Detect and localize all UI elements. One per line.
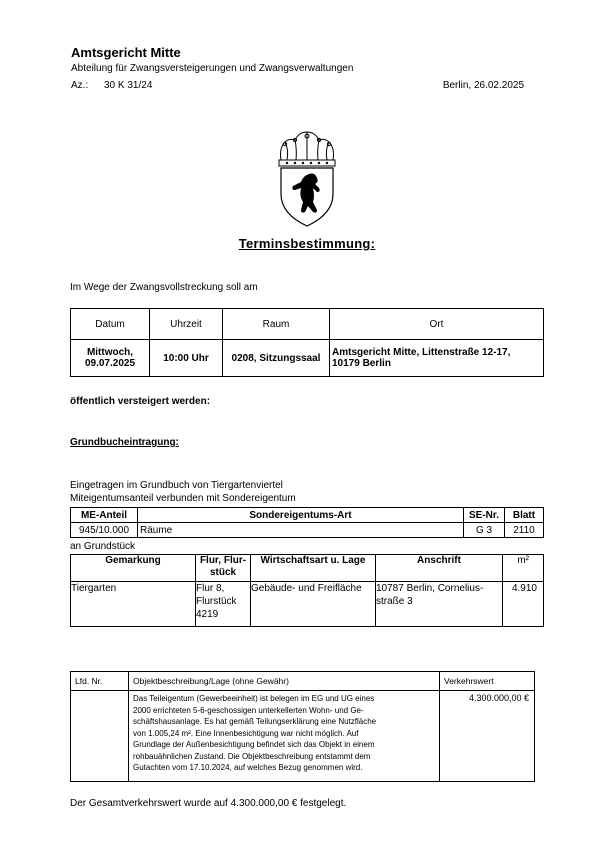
column-header-district: Gemarkung: [71, 555, 196, 582]
share-description: Miteigentumsanteil verbunden mit Sondereigentum: [70, 493, 296, 504]
usage-value: Gebäude- und Freifläche: [251, 582, 376, 627]
column-header-area: m²: [503, 555, 544, 582]
column-header-parcel: [196, 555, 251, 582]
ownership-share-table: [70, 507, 544, 538]
description-line: Das Teileigentum (Gewerbeeinheit) ist belegen im EG und UG eines: [133, 694, 375, 703]
column-header-number: Lfd. Nr.: [71, 672, 129, 691]
address-value: [376, 582, 503, 627]
total-market-value-statement: Der Gesamtverkehrswert wurde auf 4.300.000,00 € festgelegt.: [70, 798, 347, 809]
market-value: 4.300.000,00 €: [440, 691, 535, 782]
appointment-room: 0208, Sitzungssaal: [223, 340, 330, 377]
district-value: Tiergarten: [71, 582, 196, 627]
plot-intro: an Grundstück: [70, 541, 136, 552]
berlin-coat-of-arms-icon: [275, 130, 339, 230]
column-header-address: Anschrift: [376, 555, 503, 582]
column-header-sheet: Blatt: [505, 508, 544, 523]
area-value: 4.910: [503, 582, 544, 627]
column-header-time: Uhrzeit: [150, 309, 223, 340]
share-value: 945/10.000: [71, 523, 138, 538]
parcel-header-line2: stück: [209, 567, 237, 578]
address-line1: 10787 Berlin, Cornelius-: [376, 583, 484, 594]
column-header-date: Datum: [71, 309, 150, 340]
column-header-usage: Wirtschaftsart u. Lage: [251, 555, 376, 582]
court-department: Abteilung für Zwangsversteigerungen und Zwangsverwaltungen: [71, 63, 354, 74]
appointment-time: 10:00 Uhr: [150, 340, 223, 377]
object-description: [129, 691, 440, 782]
column-header-market-value: Verkehrswert: [440, 672, 535, 691]
auction-statement: öffentlich versteigert werden:: [70, 396, 211, 407]
description-line: Gutachten vom 17.10.2024, auf welches Bezug genommen wird.: [133, 763, 363, 772]
description-line: Grundlage der Außenbesichtigung befindet sich das Objekt in einem: [133, 740, 375, 749]
parcel-line1: Flur 8,: [196, 583, 225, 594]
column-header-room: Raum: [223, 309, 330, 340]
appointment-place: [330, 340, 544, 377]
plot-table: [70, 554, 544, 627]
description-line: von 1.005,24 m². Eine Innenbesichtigung war nicht möglich. Auf: [133, 728, 359, 738]
parcel-line3: 4219: [196, 609, 219, 620]
appointment-table: [70, 308, 544, 377]
column-header-share: ME-Anteil: [71, 508, 138, 523]
column-header-place: Ort: [330, 309, 544, 340]
property-type: Räume: [138, 523, 464, 538]
place-and-date: Berlin, 26.02.2025: [442, 80, 524, 91]
address-line2: straße 3: [376, 596, 413, 607]
column-header-type: Sondereigentums-Art: [138, 508, 464, 523]
file-number-label: Az.:: [71, 80, 89, 91]
row-number: [71, 691, 129, 782]
se-number: G 3: [464, 523, 505, 538]
object-description-table: [70, 671, 535, 782]
intro-text: Im Wege der Zwangsvollstreckung soll am: [70, 282, 258, 293]
appointment-date: [71, 340, 150, 377]
column-header-description: Objektbeschreibung/Lage (ohne Gewähr): [129, 672, 440, 691]
description-line: 2000 errichteten 5-6-geschossigen unterkellerten Wohn- und Ge-: [133, 705, 364, 715]
land-register-heading: Grundbucheintragung:: [70, 437, 179, 448]
column-header-se-nr: SE-Nr.: [464, 508, 505, 523]
table-row: [71, 340, 544, 377]
parcel-header-line1: Flur, Flur-: [199, 555, 247, 566]
table-row: [71, 523, 544, 538]
land-register-entry: Eingetragen im Grundbuch von Tiergartenviertel: [70, 480, 283, 491]
table-row: [71, 582, 544, 627]
appointment-place-line1: Amtsgericht Mitte, Littenstraße 12-17,: [332, 347, 511, 358]
appointment-place-line2: 10179 Berlin: [332, 358, 391, 369]
court-name: Amtsgericht Mitte: [71, 45, 181, 60]
description-line: schäftshausanlage. Es hat gemäß Teilungserklärung eine Nutzfläche: [133, 717, 377, 726]
sheet-number: 2110: [505, 523, 544, 538]
parcel-value: [196, 582, 251, 627]
document-title: Terminsbestimmung:: [238, 236, 376, 251]
table-row: [71, 691, 535, 782]
appointment-date-value: 09.07.2025: [84, 358, 136, 369]
appointment-weekday: Mittwoch,: [86, 347, 134, 358]
file-number: 30 K 31/24: [104, 80, 153, 91]
parcel-line2: Flurstück: [196, 596, 237, 607]
description-line: rohbauähnlichen Zustand. Die Objektbeschreibung entstammt dem: [133, 751, 371, 761]
